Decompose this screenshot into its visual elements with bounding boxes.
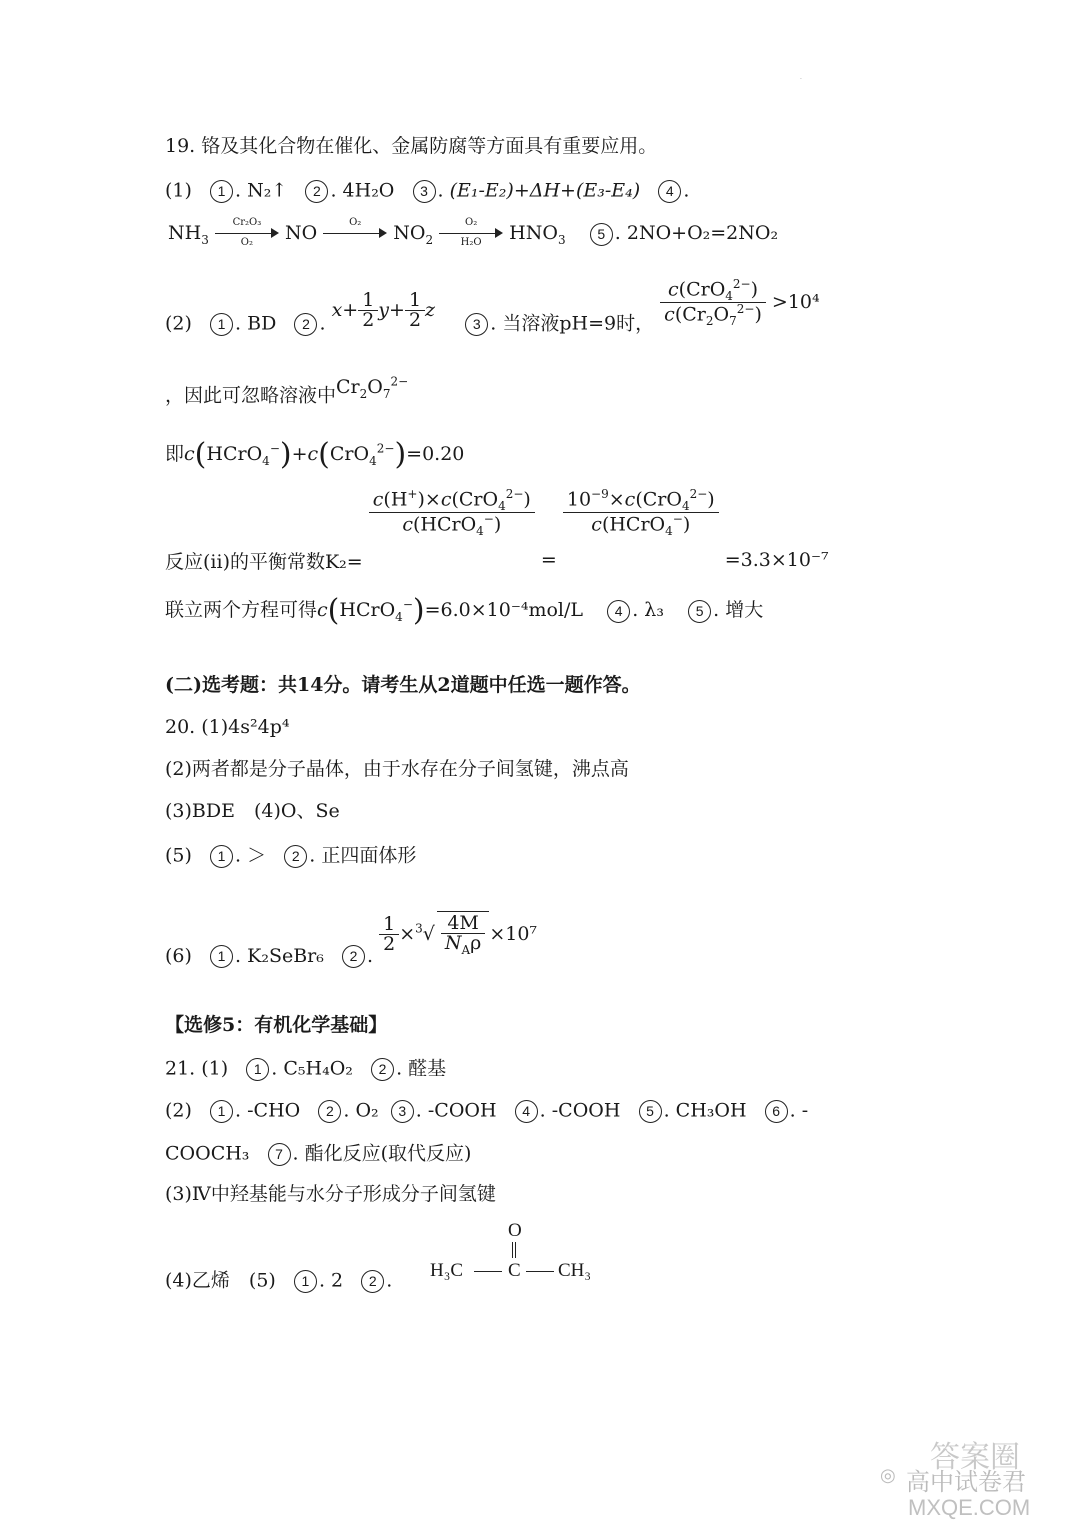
species: $NO_2$ [393, 222, 434, 247]
answer: . [683, 179, 690, 202]
q21-part4-5: (4)乙烯 (5) 1 . 2 2 . [165, 1269, 393, 1292]
ratio-limit: >10⁴ [771, 290, 820, 313]
page-dot: · [800, 76, 802, 83]
q19-part2-row: (2) 1 . BD 2 . x+ $\frac{1}{2}$ y+ $\frac{1}{2}$ z 3 . 当溶液pH=9时， $\frac{c(CrO_4^{2-})}{c(Cr_2O_7^{2-})}$ >10⁴ [165, 277, 820, 335]
reaction-arrow: O₂ [323, 222, 387, 246]
density-formula: $\frac{1}{2}$ ×$^3$√ $\frac{4M}{N_A\rho}$ ×10⁷ [379, 923, 537, 945]
answer: . (E₁-E₂)+ΔH+(E₃-E₄) [437, 179, 641, 202]
circle-num-1: 1 [210, 180, 233, 203]
circle-num-4: 4 [515, 1100, 538, 1123]
part-label: (2) [165, 312, 192, 335]
answer: . BD [235, 312, 277, 335]
oxygen-atom: O [508, 1220, 522, 1241]
answer: . 增大 [713, 599, 764, 621]
watermark-top: 答案圈 [930, 1441, 1020, 1474]
circle-num-2: 2 [294, 313, 317, 336]
joint-line: 联立两个方程可得c(HCrO$_4$−)=6.0×10⁻⁴mol/L 4 . λ₃ 5 . 增大 [165, 593, 764, 628]
q20-part6: (6) 1 . K₂SeBr₆ 2 . $\frac{1}{2}$ ×$^3$√ $\frac{4M}{N_A\rho}$ ×10⁷ [165, 912, 538, 967]
methyl-right: CH₃ [558, 1260, 592, 1281]
circle-num-7: 7 [268, 1143, 291, 1166]
answer: . 2NO+O₂=2NO₂ [614, 222, 779, 244]
double-bond [512, 1242, 516, 1258]
watermark-bottom-a: 高中试卷君 [906, 1469, 1026, 1496]
circle-num-4: 4 [658, 180, 681, 203]
ignore-line: ，因此可忽略溶液中$Cr_2O_7^{2-}$ [165, 375, 409, 407]
reaction-arrow: $\frac{\text{O₂}}{\text{H₂O}}$ [439, 222, 503, 246]
circle-num-1: 1 [210, 945, 233, 968]
circle-num-3: 3 [391, 1100, 414, 1123]
answer: . N₂↑ [235, 179, 288, 202]
elective-heading: 【选修5：有机化学基础】 [165, 1014, 388, 1036]
circle-num-3: 3 [465, 313, 488, 336]
q20-part3-4: (3)BDE (4)O、Se [165, 800, 340, 822]
circle-num-2: 2 [342, 945, 365, 968]
answer: . 4H₂O [330, 179, 395, 202]
reaction-chain [168, 217, 779, 248]
circle-num-2: 2 [361, 1270, 384, 1293]
circle-num-4: 4 [607, 600, 630, 623]
acetone-structure [430, 1220, 610, 1290]
wechat-icon: ◎ [880, 1465, 896, 1485]
circle-num-6: 6 [765, 1100, 788, 1123]
circle-num-1: 1 [210, 845, 233, 868]
species: $HNO_3$ [509, 222, 566, 247]
q20-part2: (2)两者都是分子晶体，由于水存在分子间氢键，沸点高 [165, 758, 629, 780]
k2-fraction-2: $\frac{10^{-9}\times c(CrO_4^{2-})}{c(HCrO_4^-)}$ [563, 488, 719, 537]
reaction-arrow: $\frac{\text{Cr₂O₃}}{\text{O₂}}$ [215, 222, 279, 246]
section-heading: (二)选考题：共14分。请考生从2道题中任选一题作答。 [165, 674, 641, 696]
q21-part2-cont: COOCH₃ 7 . 酯化反应(取代反应) [165, 1142, 472, 1165]
circle-num-1: 1 [210, 1100, 233, 1123]
k2-fraction-1: $\frac{c(H^+)\times c(CrO_4^{2-})}{c(HCrO_4^-)}$ [369, 488, 535, 537]
carbonyl-carbon: C [508, 1260, 521, 1281]
answer: . λ₃ [632, 599, 664, 621]
circle-num-2: 2 [284, 845, 307, 868]
species: $NH_3$ [168, 222, 209, 247]
q19-title: 19. 铬及其化合物在催化、金属防腐等方面具有重要应用。 [165, 135, 658, 157]
q21-part3: (3)Ⅳ中羟基能与水分子形成分子间氢键 [165, 1183, 496, 1205]
part-label: (1) [165, 179, 192, 202]
circle-num-1: 1 [294, 1270, 317, 1293]
k2-line: 反应(ii)的平衡常数K₂= $\frac{c(H^+)\times c(CrO_4^{2-})}{c(HCrO_4^-)}$ = $\frac{10^{-9}\times c(CrO_4^{2-})}{c(HCrO_4^-)}$ =3.3×10⁻⁷ [165, 487, 829, 573]
circle-num-2: 2 [371, 1058, 394, 1081]
sum-line: 即c(HCrO$_4$−)+c(CrO$_4^{2-}$)=0.20 [165, 437, 465, 472]
circle-num-1: 1 [210, 313, 233, 336]
watermark-bottom-b: MXQE.COM [908, 1495, 1031, 1520]
methyl-left: H₃C [430, 1260, 464, 1281]
formula-xyz: x+ $\frac{1}{2}$ y+ $\frac{1}{2}$ z [331, 289, 436, 332]
q20-part5: (5) 1 . ＞ 2 . 正四面体形 [165, 844, 417, 867]
circle-num-1: 1 [246, 1058, 269, 1081]
q19-part1-row [165, 180, 689, 203]
q21-part1: 21. (1) 1 . C₅H₄O₂ 2 . 醛基 [165, 1057, 447, 1080]
species: NO [284, 222, 318, 244]
bond-left [474, 1271, 502, 1272]
circle-num-5: 5 [688, 600, 711, 623]
answer: . 当溶液pH=9时， [490, 312, 655, 335]
circle-num-2: 2 [318, 1100, 341, 1123]
circle-num-5: 5 [590, 223, 613, 246]
circle-num-5: 5 [639, 1100, 662, 1123]
circle-num-3: 3 [413, 180, 436, 203]
q21-part2: (2) 1 . -CHO 2 . O₂ 3 . -COOH 4 . -COOH 5 . CH₃OH 6 . - [165, 1099, 809, 1122]
bond-right [526, 1271, 554, 1272]
q20-part1: 20. (1)4s²4p⁴ [165, 716, 290, 738]
ratio-fraction: $\frac{c(CrO_4^{2-})}{c(Cr_2O_7^{2-})}$ [660, 278, 766, 327]
circle-num-2: 2 [305, 180, 328, 203]
